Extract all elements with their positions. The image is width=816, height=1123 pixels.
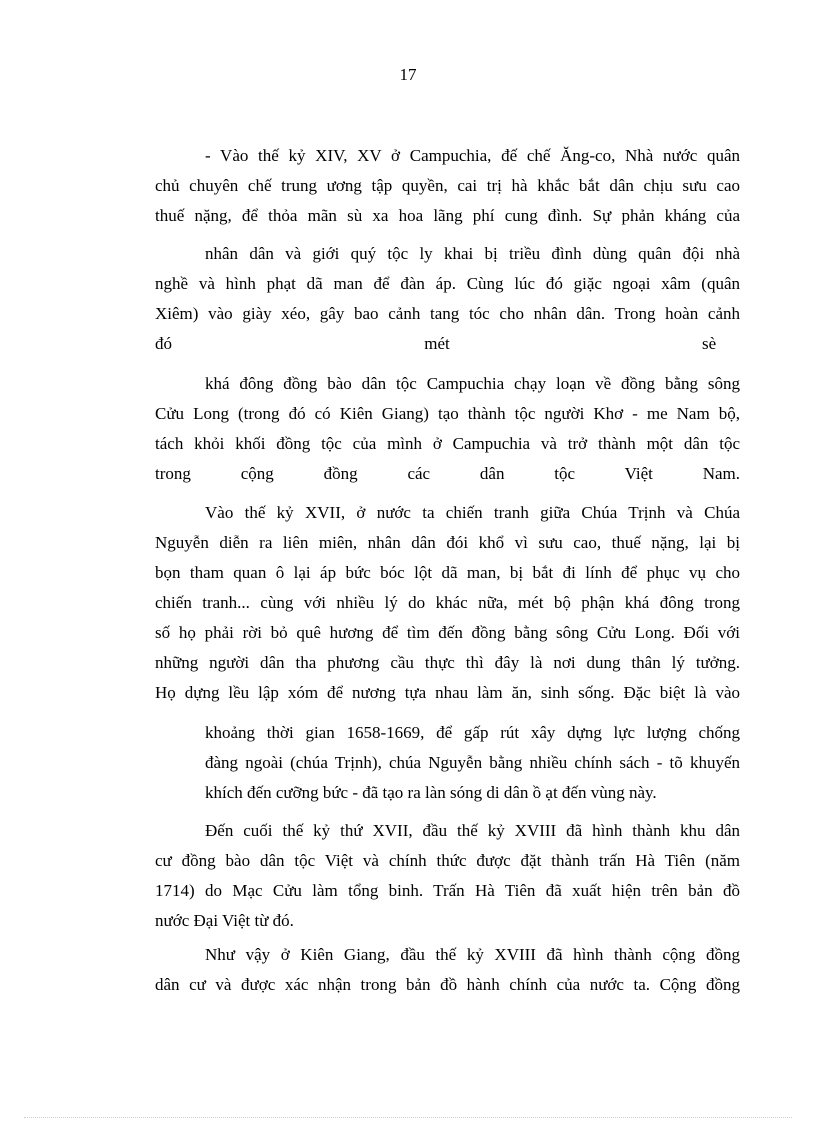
text-line: Đến cuối thế kỷ thứ XVII, đầu thế kỷ XVIII đã hình thành khu dân	[205, 821, 740, 840]
page-number: 17	[399, 65, 417, 84]
text-line: đàng ngoài (chúa Trịnh), chúa Nguyễn bằng nhiều chính sách - tõ khuyến	[205, 753, 740, 772]
text-line: nghề và hình phạt dã man để đàn áp. Cùng lúc đó giặc ngoại xâm (quân	[155, 274, 740, 293]
page-bottom-border	[24, 1117, 792, 1118]
text-line: nhân dân và giới quý tộc ly khai bị triều đình dùng quân đội nhà	[205, 244, 740, 263]
text-line: cư đồng bào dân tộc Việt và chính thức được đặt thành trấn Hà Tiên (năm	[155, 851, 740, 870]
text-line: Xiêm) vào giày xéo, gây bao cảnh tang tóc cho nhân dân. Trong hoàn cảnh	[155, 304, 740, 323]
text-line: những người dân tha phương cầu thực thì đây là nơi dung thân lý tưởng.	[155, 653, 740, 672]
text-line: đó mét sè	[155, 334, 717, 353]
text-line: - Vào thế kỷ XIV, XV ở Campuchia, đế chế Ăng-co, Nhà nước quân	[205, 146, 740, 165]
text-line: chủ chuyên chế trung ương tập quyền, cai trị hà khắc bắt dân chịu sưu cao	[155, 176, 740, 195]
text-line: Nguyễn diễn ra liên miên, nhân dân đói khổ vì sưu cao, thuế nặng, lại bị	[155, 533, 740, 552]
text-line: bọn tham quan ô lại áp bức bóc lột dã man, bị bắt đi lính để phục vụ cho	[155, 563, 740, 582]
text-line: Như vậy ở Kiên Giang, đầu thế kỷ XVIII đã hình thành cộng đồng	[205, 945, 740, 964]
text-line: khích đến cưỡng bức - đã tạo ra làn sóng di dân ồ ạt đến vùng này.	[205, 783, 657, 802]
text-line: tách khỏi khối đồng tộc của mình ở Campuchia và trở thành một dân tộc	[155, 434, 740, 453]
text-line: khoảng thời gian 1658-1669, để gấp rút xây dựng lực lượng chống	[205, 723, 740, 742]
text-line: trong cộng đồng các dân tộc Việt Nam.	[155, 464, 740, 483]
text-line: chiến tranh... cùng với nhiều lý do khác nữa, mét bộ phận khá đông trong	[155, 593, 740, 612]
text-line: Vào thế kỷ XVII, ở nước ta chiến tranh giữa Chúa Trịnh và Chúa	[205, 503, 740, 522]
text-line: nước Đại Việt từ đó.	[155, 911, 294, 930]
text-line: Họ dựng lều lập xóm để nương tựa nhau làm ăn, sinh sống. Đặc biệt là vào	[155, 683, 740, 702]
text-line: khá đông đồng bào dân tộc Campuchia chạy loạn về đồng bằng sông	[205, 374, 740, 393]
text-line: dân cư và được xác nhận trong bản đồ hành chính của nước ta. Cộng đồng	[155, 975, 740, 994]
text-line: 1714) do Mạc Cửu làm tổng binh. Trấn Hà Tiên đã xuất hiện trên bản đồ	[155, 881, 740, 900]
text-line: số họ phải rời bỏ quê hương để tìm đến đồng bằng sông Cửu Long. Đối với	[155, 623, 740, 642]
text-line: Cửu Long (trong đó có Kiên Giang) tạo thành tộc người Khơ - me Nam bộ,	[155, 404, 740, 423]
text-line: thuế nặng, để thỏa mãn sù xa hoa lãng phí cung đình. Sự phản kháng của	[155, 206, 740, 225]
